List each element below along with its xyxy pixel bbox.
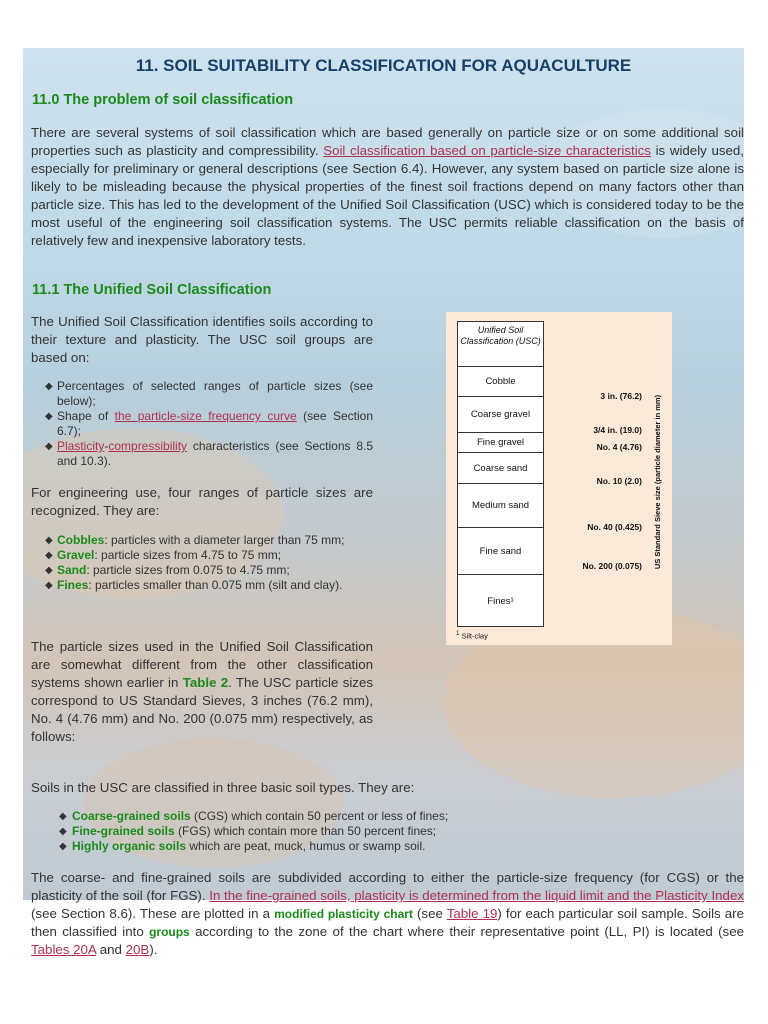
text: according to the zone of the chart where their representative point (LL, PI) is located (see <box>189 924 744 939</box>
sieve-label: No. 10 (2.0) <box>596 476 642 486</box>
cell-coarse-sand: Coarse sand <box>458 452 543 483</box>
bullet: ◆ <box>45 381 53 392</box>
term: modified plasticity chart <box>274 907 413 921</box>
sieve-label: 3 in. (76.2) <box>600 391 642 401</box>
table-ref: Table 2 <box>182 675 229 690</box>
bullet: ◆ <box>59 811 67 822</box>
list-item <box>31 824 744 839</box>
paragraph-usc-intro: The Unified Soil Classification identifies soils according to their texture and plasticity. The USC soil groups are based on: <box>31 314 373 365</box>
page-title: 11. SOIL SUITABILITY CLASSIFICATION FOR AQUACULTURE <box>135 56 632 75</box>
link-table-20b[interactable]: 20B <box>125 942 150 957</box>
text: The coarse- and fine-grained soils are subdivided according to either the particle-size frequency (for CGS) or the plasticity of the soil (for FGS). <box>31 870 744 903</box>
text: ) for each particular soil sample. Soils are then classified into <box>31 906 744 939</box>
term: groups <box>149 925 190 939</box>
list-particle-ranges <box>17 533 373 593</box>
bullet: ◆ <box>45 565 53 576</box>
text: : particle sizes from 4.75 to 75 mm; <box>94 548 282 562</box>
link-plasticity[interactable]: Plasticity <box>57 439 105 453</box>
cell-medium-sand: Medium sand <box>458 483 543 527</box>
list-item <box>17 533 373 548</box>
link-fine-grained-plasticity[interactable]: In the fine-grained soils, plasticity is determined from the liquid limit and the Plasticity Index <box>209 888 744 903</box>
link-compressibility[interactable]: compressibility <box>108 439 188 453</box>
bullet: ◆ <box>59 826 67 837</box>
text: Percentages of selected ranges of particle sizes (see below); <box>57 379 373 408</box>
side-axis-label <box>650 392 664 572</box>
link-frequency-curve[interactable]: the particle-size frequency curve <box>114 409 297 423</box>
text: (see <box>412 906 447 921</box>
sieve-label: No. 40 (0.425) <box>587 522 642 532</box>
text: (see Section 8.6). These are plotted in a <box>31 906 275 921</box>
list-soil-types <box>31 809 744 854</box>
paragraph-soil-types: Soils in the USC are classified in three basic soil types. They are: <box>31 780 415 795</box>
bullet: ◆ <box>59 841 67 852</box>
cell-cobble: Cobble <box>458 366 543 396</box>
bullet: ◆ <box>45 441 53 452</box>
cell-fine-sand: Fine sand <box>458 527 543 574</box>
text: The particle sizes used in the Unified Soil Classification are somewhat different from the other classification systems shown earlier in <box>31 639 373 690</box>
term: Fine-grained soils <box>72 824 175 838</box>
list-item <box>17 439 373 469</box>
text: ). <box>149 942 158 957</box>
paragraph-ranges-intro: For engineering use, four ranges of particle sizes are recognized. They are: <box>31 485 373 518</box>
term: Gravel <box>57 548 95 562</box>
term: Sand <box>57 563 87 577</box>
text: Shape of <box>57 409 115 423</box>
list-item <box>17 409 373 439</box>
text: is widely used, especially for preliminary or general descriptions (see Section 6.4). However, any system based on particle size alone is likely to be misleading because the physical properties of the finest soil fractions depend on many factors other than particle size. This has led to the development of the Unified Soil Classification (USC) which is considered today to be the most useful of the engineering soil classification systems. The USC permits reliable classification on the basis of relatively few and inexpensive laboratory tests. <box>31 143 744 248</box>
paragraph-subdivision <box>31 869 744 959</box>
term: Fines <box>57 578 89 592</box>
text: (FGS) which contain more than 50 percent fines; <box>174 824 437 838</box>
link-table-20a[interactable]: Tables 20A <box>31 942 97 957</box>
text: - <box>104 439 109 453</box>
link-table-19[interactable]: Table 19 <box>446 906 498 921</box>
text: (see Section 6.7); <box>57 409 374 438</box>
sieve-label: 3/4 in. (19.0) <box>593 425 642 435</box>
text: : particles smaller than 0.075 mm (silt and clay). <box>88 578 343 592</box>
term: Coarse-grained soils <box>72 809 191 823</box>
bullet: ◆ <box>45 535 53 546</box>
footnote-mark: 1 <box>456 630 460 637</box>
bullet: ◆ <box>45 580 53 591</box>
cell-coarse-gravel: Coarse gravel <box>458 396 543 432</box>
term: Cobbles <box>57 533 105 547</box>
sieve-label: No. 4 (4.76) <box>596 442 642 452</box>
list-item <box>31 809 744 824</box>
paragraph-intro <box>31 124 744 250</box>
list-item <box>17 379 373 409</box>
text: : particles with a diameter larger than 75 mm; <box>104 533 345 547</box>
usc-figure <box>446 312 672 645</box>
text: There are several systems of soil classification which are based generally on particle size or on some additional soil properties such as plasticity and compressibility. <box>31 125 744 158</box>
text: . The USC particle sizes correspond to US Standard Sieves, 3 inches (76.2 mm), No. 4 (4.76 mm) and No. 200 (0.075 mm) respectively, as follows: <box>31 675 373 744</box>
sieve-label: No. 200 (0.075) <box>582 561 642 571</box>
section-heading-11-0: 11.0 The problem of soil classification <box>32 92 294 108</box>
text: characteristics (see Sections 8.5 and 10.3). <box>57 439 373 468</box>
footnote-text: Silt-clay <box>461 631 488 641</box>
cell-fine-gravel: Fine gravel <box>458 432 543 452</box>
side-label-text: US Standard Sieve size (particle diameter in mm) <box>653 394 662 570</box>
section-heading-11-1: 11.1 The Unified Soil Classification <box>32 282 272 298</box>
list-item <box>17 563 373 578</box>
cell-fines: Fines¹ <box>458 574 543 627</box>
list-item <box>17 548 373 563</box>
figure-header: Unified Soil Classification (USC) <box>460 325 541 346</box>
text: : particle sizes from 0.075 to 4.75 mm; <box>86 563 290 577</box>
list-item <box>31 839 744 854</box>
bullet: ◆ <box>45 411 53 422</box>
list-item <box>17 578 373 593</box>
figure-footnote <box>456 630 488 641</box>
usc-size-column <box>457 321 544 627</box>
link-particle-size-classification[interactable]: Soil classification based on particle-size characteristics <box>323 143 651 158</box>
text: (CGS) which contain 50 percent or less of fines; <box>190 809 449 823</box>
paragraph-usc-sizes <box>31 638 373 746</box>
term: Highly organic soils <box>72 839 187 853</box>
text: which are peat, muck, humus or swamp soil. <box>186 839 426 853</box>
bullet: ◆ <box>45 550 53 561</box>
list-usc-basis <box>17 379 373 469</box>
text: and <box>96 942 126 957</box>
